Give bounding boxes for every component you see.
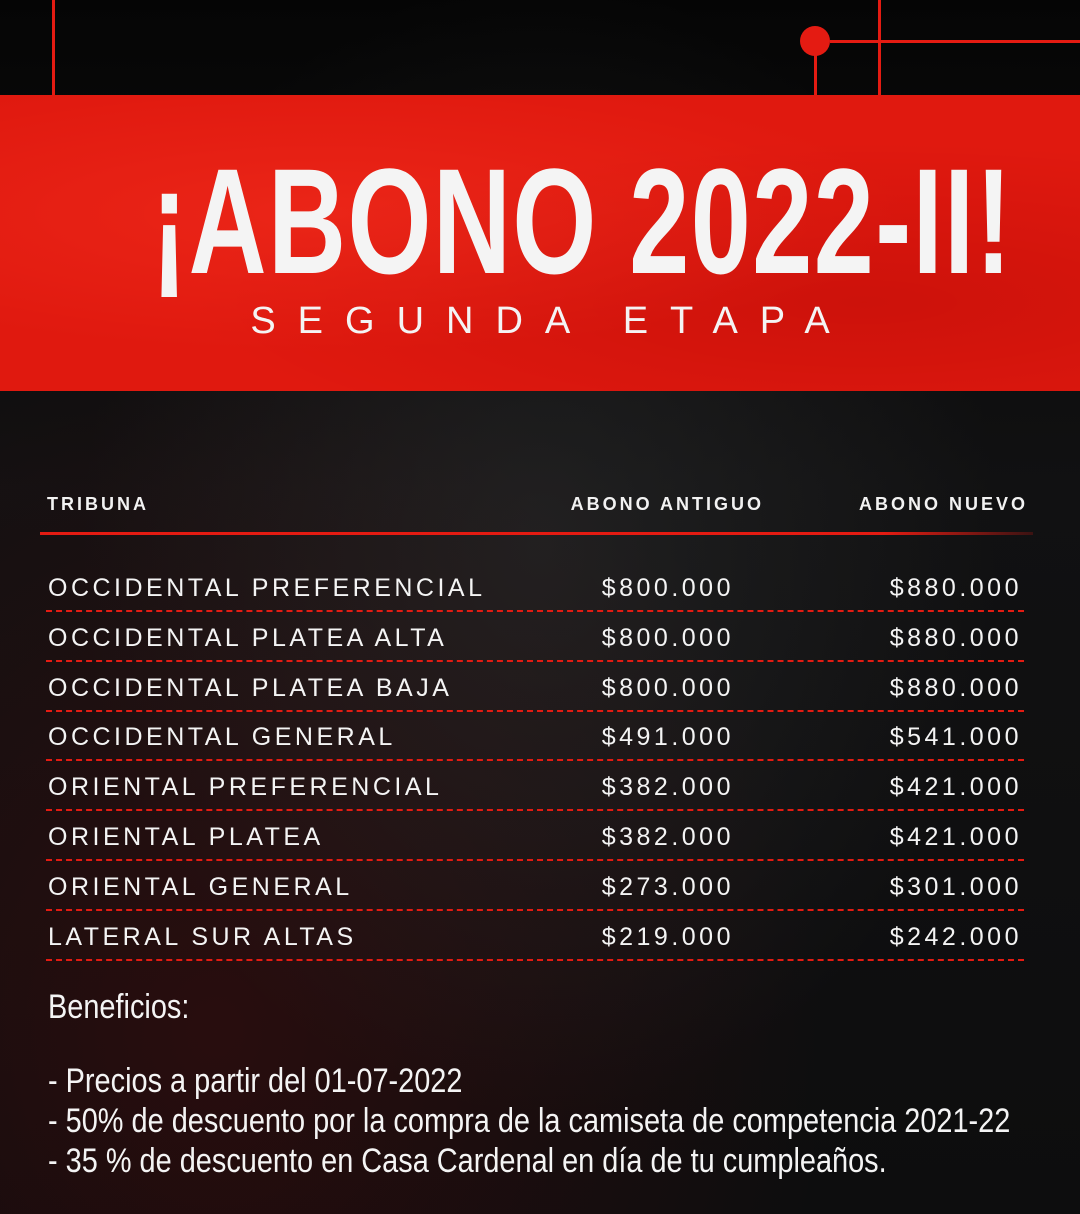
price-old: $800.000 bbox=[601, 673, 734, 702]
price-old: $491.000 bbox=[601, 723, 734, 752]
benefit-item: - Precios a partir del 01-07-2022 bbox=[48, 1062, 463, 1100]
tribuna-name: OCCIDENTAL PLATEA BAJA bbox=[48, 673, 453, 702]
price-old: $382.000 bbox=[601, 822, 734, 851]
row-divider bbox=[46, 660, 1024, 662]
price-old: $800.000 bbox=[601, 574, 734, 602]
table-row bbox=[0, 616, 1080, 666]
price-old: $382.000 bbox=[601, 773, 734, 802]
tribuna-name: ORIENTAL PREFERENCIAL bbox=[48, 773, 443, 802]
header-abono-nuevo: ABONO NUEVO bbox=[858, 494, 1028, 514]
benefits-heading: Beneficios: bbox=[48, 988, 190, 1026]
row-divider bbox=[46, 959, 1024, 961]
table-row bbox=[0, 566, 1080, 616]
row-divider bbox=[46, 859, 1024, 861]
header-tribuna: TRIBUNA bbox=[47, 494, 149, 514]
deco-line-right bbox=[878, 0, 881, 95]
table-row bbox=[0, 915, 1080, 965]
price-table bbox=[0, 566, 1080, 964]
tribuna-name: ORIENTAL GENERAL bbox=[48, 872, 353, 901]
page-subtitle: SEGUNDA ETAPA bbox=[250, 300, 852, 342]
deco-line-left bbox=[52, 0, 55, 95]
row-divider bbox=[46, 809, 1024, 811]
header-divider bbox=[40, 532, 1033, 535]
tribuna-name: ORIENTAL PLATEA bbox=[48, 822, 324, 851]
header-abono-antiguo: ABONO ANTIGUO bbox=[570, 494, 764, 514]
price-new: $880.000 bbox=[889, 623, 1022, 652]
deco-dot bbox=[800, 26, 830, 56]
price-new: $541.000 bbox=[889, 723, 1022, 752]
row-divider bbox=[46, 759, 1024, 761]
price-new: $421.000 bbox=[889, 822, 1022, 851]
row-divider bbox=[46, 909, 1024, 911]
price-new: $880.000 bbox=[889, 673, 1022, 702]
tribuna-name: OCCIDENTAL GENERAL bbox=[48, 723, 396, 752]
price-new: $421.000 bbox=[889, 773, 1022, 802]
table-header bbox=[0, 494, 1080, 516]
table-row bbox=[0, 715, 1080, 765]
tribuna-name: OCCIDENTAL PLATEA ALTA bbox=[48, 623, 448, 652]
table-row bbox=[0, 666, 1080, 716]
price-new: $242.000 bbox=[889, 922, 1022, 951]
row-divider bbox=[46, 710, 1024, 712]
table-row bbox=[0, 815, 1080, 865]
benefit-item: - 50% de descuento por la compra de la camiseta de competencia 2021-22 bbox=[48, 1102, 1011, 1140]
price-new: $880.000 bbox=[889, 574, 1022, 602]
table-row bbox=[0, 765, 1080, 815]
tribuna-name: LATERAL SUR ALTAS bbox=[48, 922, 357, 951]
price-old: $273.000 bbox=[601, 872, 734, 901]
page-title: ¡ABONO 2022-II! bbox=[151, 137, 1013, 305]
row-divider bbox=[46, 610, 1024, 612]
table-row bbox=[0, 865, 1080, 915]
price-old: $219.000 bbox=[601, 922, 734, 951]
benefit-item: - 35 % de descuento en Casa Cardenal en día de tu cumpleaños. bbox=[48, 1142, 887, 1180]
deco-line-horizontal bbox=[830, 40, 1080, 43]
price-new: $301.000 bbox=[889, 872, 1022, 901]
tribuna-name: OCCIDENTAL PREFERENCIAL bbox=[48, 574, 486, 602]
price-old: $800.000 bbox=[601, 623, 734, 652]
